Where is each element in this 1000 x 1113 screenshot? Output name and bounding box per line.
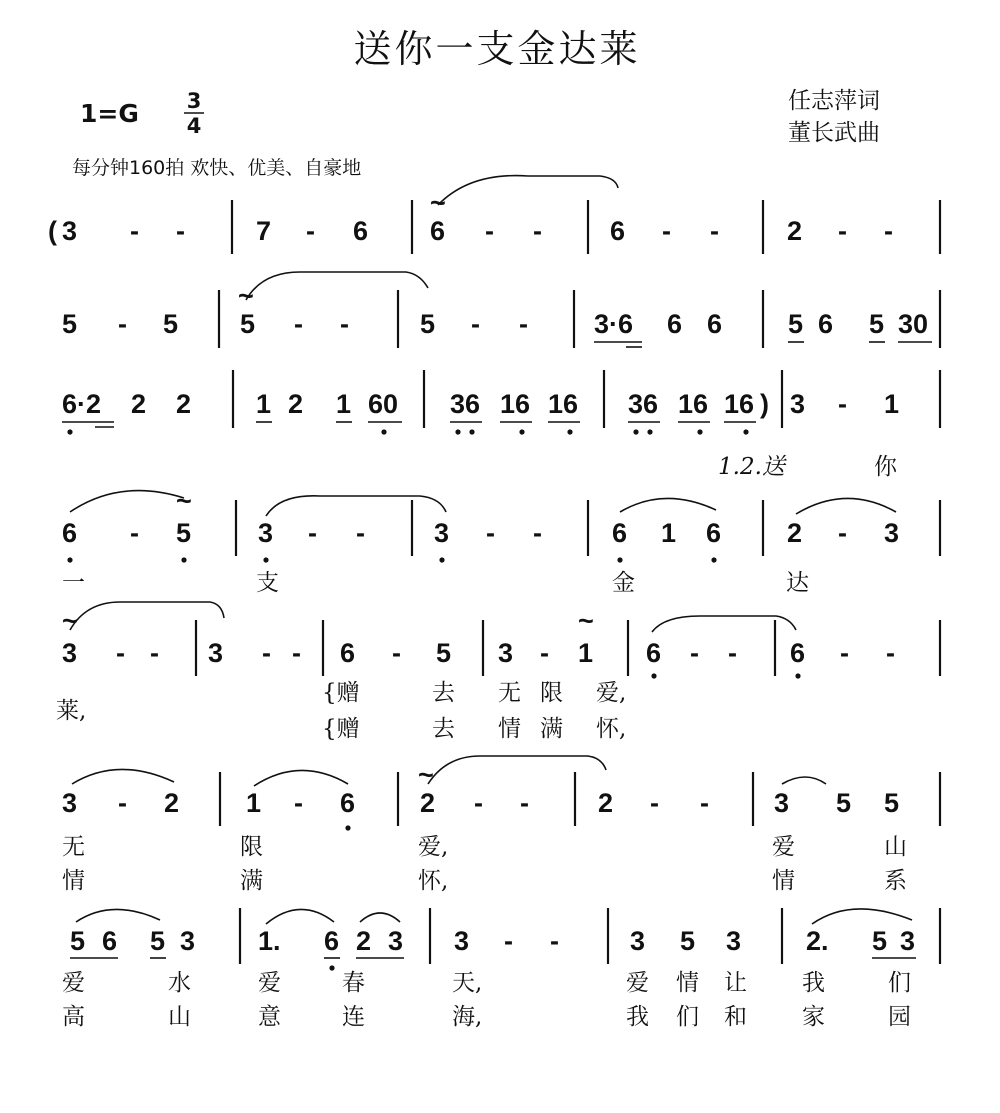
lyric: 天, — [452, 970, 483, 996]
note: - — [838, 518, 847, 548]
note: 5 — [150, 926, 166, 956]
note: 1 — [256, 389, 272, 419]
tie-slur — [70, 491, 184, 512]
note: 3 — [498, 638, 514, 668]
note: 3 — [208, 638, 224, 668]
lyricist-credit: 任志萍词 — [788, 88, 880, 114]
lyric: 我 — [626, 1004, 649, 1030]
note: 3 — [62, 638, 78, 668]
note: - — [700, 788, 709, 818]
note: 6 — [324, 926, 340, 956]
note: 16 — [678, 389, 709, 419]
note: 5 — [884, 788, 900, 818]
note: 3 — [454, 926, 470, 956]
octave-dot — [263, 557, 268, 562]
lyric: 情 — [676, 970, 699, 996]
lyric: 支 — [256, 570, 279, 596]
lyric: 怀, — [596, 716, 627, 742]
tie-slur — [246, 272, 428, 300]
note: 3 — [726, 926, 742, 956]
note: 3 — [434, 518, 450, 548]
octave-dot — [711, 557, 716, 562]
lyric: 无 — [62, 834, 85, 860]
note: 5 — [70, 926, 86, 956]
octave-dot — [469, 429, 474, 434]
lyric: 情 — [498, 716, 521, 742]
note: 6 — [340, 788, 356, 818]
note: 3 — [884, 518, 900, 548]
lyric: 无 — [498, 680, 521, 706]
note: 5 — [420, 309, 436, 339]
time-signature-top: 3 — [186, 89, 202, 113]
tie-slur — [360, 913, 400, 922]
note: - — [533, 518, 542, 548]
note: 6 — [707, 309, 723, 339]
note: 16 — [500, 389, 531, 419]
system-2 — [62, 272, 940, 348]
note: 5 — [62, 309, 78, 339]
lyric: 达 — [786, 570, 809, 596]
octave-dot — [455, 429, 460, 434]
tie-slur — [620, 498, 716, 512]
note: 3 — [900, 926, 916, 956]
note: - — [520, 788, 529, 818]
note: - — [486, 518, 495, 548]
lyric: 爱 — [62, 970, 85, 996]
note: - — [471, 309, 480, 339]
tie-slur — [438, 176, 618, 205]
ornament-turn-icon: ~ — [62, 606, 78, 636]
lyric: 海, — [452, 1004, 483, 1030]
note: - — [294, 788, 303, 818]
note: 1. — [258, 926, 281, 956]
note: - — [886, 638, 895, 668]
note: 2 — [131, 389, 147, 419]
lyric: 爱 — [258, 970, 281, 996]
note: 6 — [706, 518, 722, 548]
lyric: 情 — [62, 868, 85, 894]
lyric: 们 — [888, 970, 911, 996]
note: 5 — [163, 309, 179, 339]
octave-dot — [345, 825, 350, 830]
note: 16 — [724, 389, 755, 419]
lyric: 山 — [168, 1004, 191, 1030]
repeat-paren-close: ) — [760, 389, 769, 419]
note: - — [262, 638, 271, 668]
note: 5 — [836, 788, 852, 818]
note: 2 — [288, 389, 304, 419]
lyric: 让 — [724, 970, 747, 996]
octave-dot — [633, 429, 638, 434]
note: - — [690, 638, 699, 668]
octave-dot — [651, 673, 656, 678]
note: 6·2 — [62, 389, 102, 419]
note: - — [116, 638, 125, 668]
lyric: 怀, — [418, 868, 449, 894]
note: 6 — [430, 216, 446, 246]
system-7 — [62, 908, 940, 1030]
key-signature: 1=G — [80, 99, 139, 128]
lyric: 高 — [62, 1004, 85, 1030]
lyric: {赠 — [322, 716, 360, 742]
octave-dot — [697, 429, 702, 434]
tie-slur — [428, 756, 606, 784]
lyric: 莱, — [56, 698, 87, 724]
lyric: 爱 — [772, 834, 795, 860]
note: - — [392, 638, 401, 668]
note: 5 — [240, 309, 256, 339]
lyric: 们 — [676, 1004, 699, 1030]
composer-credit: 董长武曲 — [788, 120, 880, 146]
lyric: 水 — [168, 970, 191, 996]
note: - — [130, 518, 139, 548]
note: 60 — [368, 389, 399, 419]
note: - — [118, 788, 127, 818]
octave-dot — [67, 557, 72, 562]
lyric: 爱, — [596, 680, 627, 706]
tie-slur — [254, 770, 348, 786]
note: 7 — [256, 216, 272, 246]
lyric: 系 — [884, 868, 907, 894]
system-1 — [48, 176, 940, 254]
lyric: 满 — [540, 716, 563, 742]
lyric: 和 — [724, 1004, 747, 1030]
note: 6 — [612, 518, 628, 548]
lyric: 家 — [802, 1004, 825, 1030]
note: - — [838, 216, 847, 246]
octave-dot — [67, 429, 72, 434]
lyric: 连 — [342, 1004, 365, 1030]
system-3 — [62, 370, 940, 480]
note: - — [519, 309, 528, 339]
note: 3 — [180, 926, 196, 956]
note: - — [308, 518, 317, 548]
note: - — [710, 216, 719, 246]
note: 3 — [630, 926, 646, 956]
ornament-turn-icon: ~ — [578, 606, 594, 636]
lyric: 爱, — [418, 834, 449, 860]
lyric: 意 — [258, 1004, 281, 1030]
octave-dot — [617, 557, 622, 562]
octave-dot — [329, 965, 334, 970]
note: - — [292, 638, 301, 668]
system-5 — [56, 602, 940, 742]
note: 36 — [628, 389, 659, 419]
note: 3 — [388, 926, 404, 956]
note: 6 — [353, 216, 369, 246]
note: - — [550, 926, 559, 956]
octave-dot — [795, 673, 800, 678]
lyric: 满 — [240, 868, 263, 894]
lyric: 你 — [874, 454, 897, 480]
lyric: 1.2.送 — [718, 454, 785, 480]
note: 5 — [436, 638, 452, 668]
note: 6 — [667, 309, 683, 339]
ornament-turn-icon: ~ — [176, 486, 192, 516]
note: - — [474, 788, 483, 818]
note: 2 — [787, 216, 803, 246]
note: - — [294, 309, 303, 339]
note: 6 — [62, 518, 78, 548]
octave-dot — [647, 429, 652, 434]
octave-dot — [567, 429, 572, 434]
note: - — [884, 216, 893, 246]
note: 6 — [102, 926, 118, 956]
octave-dot — [439, 557, 444, 562]
time-signature-bottom: 4 — [186, 114, 202, 138]
note: - — [340, 309, 349, 339]
note: 3 — [62, 788, 78, 818]
note: - — [840, 638, 849, 668]
note: 6 — [340, 638, 356, 668]
tie-slur — [812, 909, 912, 924]
octave-dot — [181, 557, 186, 562]
note: 2 — [420, 788, 436, 818]
note: 2 — [598, 788, 614, 818]
note: - — [504, 926, 513, 956]
note: 3 — [258, 518, 274, 548]
tie-slur — [70, 602, 224, 630]
note: 5 — [176, 518, 192, 548]
note: 2 — [176, 389, 192, 419]
note: - — [485, 216, 494, 246]
note: 36 — [450, 389, 481, 419]
octave-dot — [519, 429, 524, 434]
tie-slur — [796, 498, 896, 514]
lyric: 限 — [540, 680, 563, 706]
system-6 — [62, 756, 940, 894]
note: 1 — [661, 518, 677, 548]
note: 5 — [788, 309, 804, 339]
note: 5 — [680, 926, 696, 956]
note: 2 — [356, 926, 372, 956]
note: - — [118, 309, 127, 339]
note: 6 — [646, 638, 662, 668]
note: 3 — [62, 216, 78, 246]
note: 3 — [790, 389, 806, 419]
system-4 — [62, 486, 940, 596]
lyric: 去 — [432, 680, 455, 706]
tie-slur — [266, 496, 446, 516]
note: - — [662, 216, 671, 246]
note: 2 — [787, 518, 803, 548]
note: 2. — [806, 926, 829, 956]
ornament-turn-icon: ~ — [418, 760, 434, 790]
note: - — [728, 638, 737, 668]
note: - — [838, 389, 847, 419]
song-title: 送你一支金达莱 — [353, 27, 641, 71]
note: - — [540, 638, 549, 668]
note: - — [176, 216, 185, 246]
octave-dot — [743, 429, 748, 434]
tie-slur — [782, 777, 826, 784]
note: 3·6 — [594, 309, 634, 339]
tie-slur — [266, 909, 334, 924]
lyric: 山 — [884, 834, 907, 860]
note: 1 — [578, 638, 594, 668]
note: 5 — [872, 926, 888, 956]
note: 6 — [790, 638, 806, 668]
lyric: 园 — [888, 1004, 911, 1030]
note: 3 — [774, 788, 790, 818]
tempo-marking: 每分钟160拍 欢快、优美、自豪地 — [72, 157, 362, 179]
note: 30 — [898, 309, 929, 339]
note: 1 — [246, 788, 262, 818]
note: - — [130, 216, 139, 246]
lyric: 情 — [772, 868, 795, 894]
lyric: 春 — [342, 970, 365, 996]
note: 1 — [336, 389, 352, 419]
lyric: 限 — [240, 834, 263, 860]
note: - — [150, 638, 159, 668]
note: - — [533, 216, 542, 246]
lyric: 爱 — [626, 970, 649, 996]
note: 5 — [869, 309, 885, 339]
ornament-turn-icon: ~ — [430, 188, 446, 218]
octave-dot — [381, 429, 386, 434]
note: - — [650, 788, 659, 818]
note: 6 — [610, 216, 626, 246]
lyric: 去 — [432, 716, 455, 742]
note: - — [356, 518, 365, 548]
ornament-turn-icon: ~ — [238, 281, 254, 311]
note: 2 — [164, 788, 180, 818]
lyric: 一 — [62, 570, 85, 596]
tie-slur — [72, 769, 174, 784]
note: 1 — [884, 389, 900, 419]
lyric: 我 — [802, 970, 825, 996]
note: 6 — [818, 309, 834, 339]
repeat-paren-open: ( — [48, 216, 57, 246]
note: 16 — [548, 389, 579, 419]
lyric: {赠 — [322, 680, 360, 706]
note: - — [306, 216, 315, 246]
tie-slur — [76, 909, 160, 922]
lyric: 金 — [612, 570, 635, 596]
